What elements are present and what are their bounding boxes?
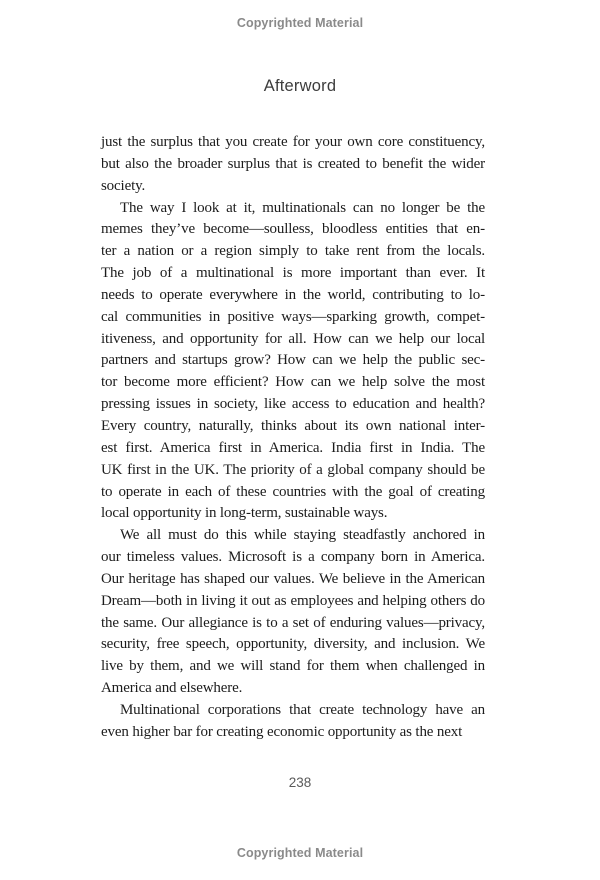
text-line: needs to operate everywhere in the world, contributing to lo- bbox=[101, 286, 485, 303]
text-line: pressing issues in society, like access to education and health? bbox=[101, 396, 485, 413]
copyright-notice-top: Copyrighted Material bbox=[236, 16, 364, 30]
text-line: but also the broader surplus that is created to benefit the wider bbox=[101, 155, 485, 172]
text-line: Every country, naturally, thinks about its own national inter- bbox=[101, 417, 485, 434]
chapter-title: Afterword bbox=[263, 77, 337, 95]
paragraph bbox=[101, 198, 485, 526]
paragraph bbox=[101, 700, 485, 744]
text-line: live by them, and we will stand for them when challenged in bbox=[101, 658, 485, 675]
text-line: We all must do this while staying steadfastly anchored in bbox=[120, 527, 485, 544]
text-line: even higher bar for creating economic opportunity as the next bbox=[101, 723, 463, 740]
text-line: the same. Our allegiance is to a set of enduring values—privacy, bbox=[101, 614, 485, 631]
paragraph bbox=[101, 525, 485, 700]
text-line: The way I look at it, multinationals can no longer be the bbox=[120, 199, 485, 216]
text-line: society. bbox=[101, 177, 146, 194]
body-text bbox=[101, 132, 485, 744]
text-line: partners and startups grow? How can we help the public sec- bbox=[101, 352, 485, 369]
copyright-notice-bottom: Copyrighted Material bbox=[236, 846, 364, 860]
text-line: to operate in each of these countries with the goal of creating bbox=[101, 483, 485, 500]
text-line: est first. America first in America. India first in India. The bbox=[101, 439, 485, 456]
text-line: America and elsewhere. bbox=[101, 680, 243, 697]
text-line: memes they’ve become—soulless, bloodless entities that en- bbox=[101, 221, 485, 238]
text-line: local opportunity in long-term, sustainable ways. bbox=[101, 505, 388, 522]
text-line: ter a nation or a region simply to take rent from the locals. bbox=[101, 243, 485, 260]
text-line: Multinational corporations that create technology have an bbox=[120, 701, 485, 718]
text-line: Our heritage has shaped our values. We believe in the American bbox=[101, 570, 485, 587]
text-line: cal communities in positive ways—sparking growth, compet- bbox=[101, 308, 485, 325]
page-number: 238 bbox=[288, 775, 312, 790]
text-line: just the surplus that you create for your own core constituency, bbox=[101, 134, 485, 150]
text-line: security, free speech, opportunity, diversity, and inclusion. We bbox=[101, 636, 485, 653]
text-line: tor become more efficient? How can we help solve the most bbox=[101, 374, 485, 391]
text-line: UK first in the UK. The priority of a global company should be bbox=[101, 461, 485, 478]
paragraph bbox=[101, 132, 485, 198]
text-line: Dream—both in living it out as employees and helping others do bbox=[101, 592, 485, 609]
text-line: itiveness, and opportunity for all. How can we help our local bbox=[101, 330, 485, 347]
text-line: our timeless values. Microsoft is a company born in America. bbox=[101, 549, 485, 566]
text-line: The job of a multinational is more important than ever. It bbox=[101, 265, 485, 282]
